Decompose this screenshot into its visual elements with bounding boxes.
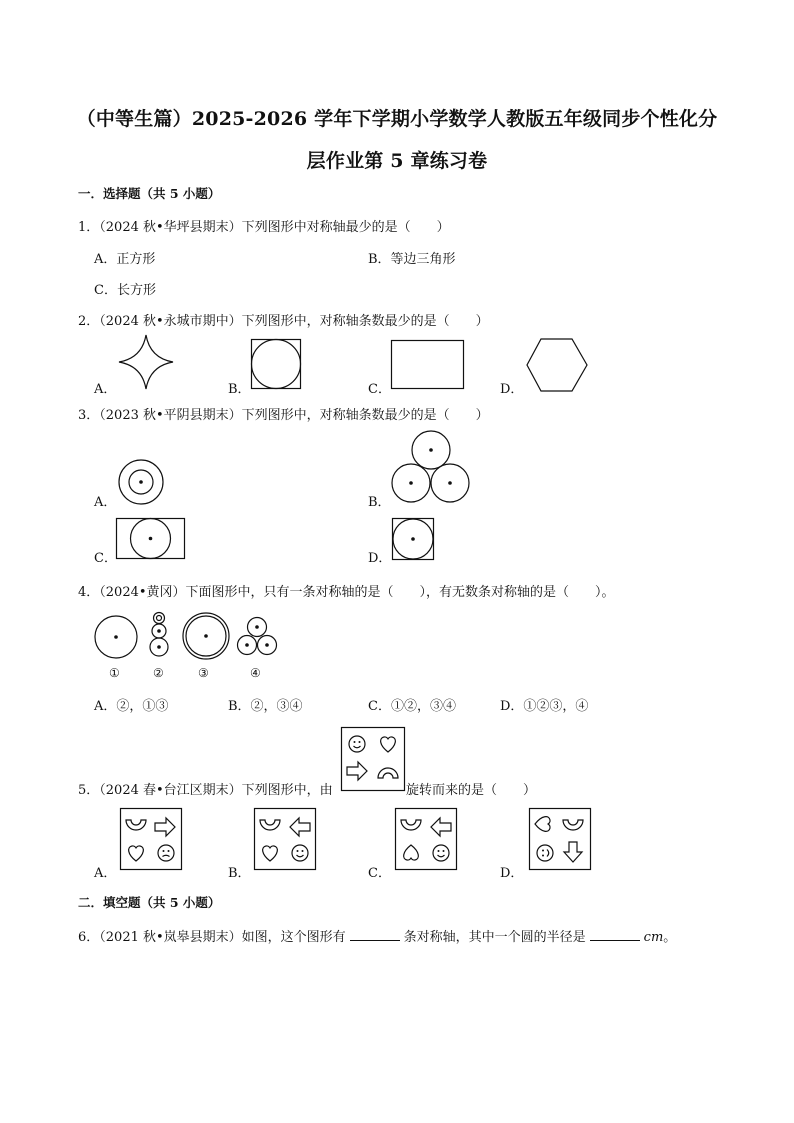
figure-2-stacked-circles <box>148 612 170 658</box>
option-b-icon-tile <box>254 808 316 870</box>
question-5-option-b[interactable]: B． <box>228 866 251 881</box>
question-5-stem-after: 旋转而来的是（ ） <box>406 783 537 798</box>
question-6-text-1: 6．（2021 秋•岚皋县期末）如图，这个图形有 <box>78 930 346 945</box>
question-4-option-c[interactable]: C．①②，③④ <box>368 699 456 714</box>
original-icon-tile-figure <box>341 727 405 791</box>
question-3-option-d[interactable]: D． <box>368 551 392 566</box>
question-2-stem: 2．（2024 秋•永城市期中）下列图形中，对称轴条数最少的是（ ） <box>78 314 489 329</box>
four-point-star-figure <box>118 334 174 390</box>
question-2-option-d[interactable]: D． <box>500 382 524 397</box>
question-1-option-a[interactable]: A．正方形 <box>94 252 156 267</box>
figure-1-circle <box>94 615 138 659</box>
section-heading-choice: 一．选择题（共 5 小题） <box>78 186 221 201</box>
question-2-option-b[interactable]: B． <box>228 382 251 397</box>
question-3-option-a[interactable]: A． <box>94 495 117 510</box>
question-3-option-c[interactable]: C． <box>94 551 117 566</box>
figure-label-3: ③ <box>198 666 209 680</box>
question-4-option-a[interactable]: A．②，①③ <box>94 699 169 714</box>
unit-cm: cm <box>643 930 664 945</box>
figure-label-1: ① <box>109 666 120 680</box>
question-6-end: 。 <box>663 930 677 945</box>
section-heading-fill: 二．填空题（共 5 小题） <box>78 895 221 910</box>
question-2-option-c[interactable]: C． <box>368 382 391 397</box>
rectangle-figure <box>391 340 465 390</box>
question-2-option-a[interactable]: A． <box>94 382 117 397</box>
question-5-option-d[interactable]: D． <box>500 866 524 881</box>
question-5-option-c[interactable]: C． <box>368 866 391 881</box>
question-5-stem-before: 5．（2024 春•台江区期末）下列图形中，由 <box>78 783 333 798</box>
question-1-option-c[interactable]: C．长方形 <box>94 283 156 298</box>
option-d-icon-tile <box>529 808 591 870</box>
question-3-option-b[interactable]: B． <box>368 495 391 510</box>
circle-in-small-square-figure <box>392 518 434 560</box>
option-c-icon-tile <box>395 808 457 870</box>
three-circles-figure <box>390 430 472 504</box>
circle-in-square-figure <box>251 339 301 389</box>
page-title-line1: （中等生篇）2025-2026 学年下学期小学数学人教版五年级同步个性化分 <box>76 108 718 130</box>
question-6-text-2: 条对称轴，其中一个圆的半径是 <box>403 930 586 945</box>
answer-blank-axis-count[interactable] <box>350 928 400 941</box>
question-6-line <box>78 926 676 945</box>
option-a-icon-tile <box>120 808 182 870</box>
page-title-line2: 层作业第 5 章练习卷 <box>306 150 488 172</box>
question-1-stem: 1．（2024 秋•华坪县期末）下列图形中对称轴最少的是（ ） <box>78 220 450 235</box>
figure-3-double-circle <box>182 612 230 660</box>
question-5-option-a[interactable]: A． <box>94 866 117 881</box>
question-3-stem: 3．（2023 秋•平阴县期末）下列图形中，对称轴条数最少的是（ ） <box>78 408 489 423</box>
figure-4-three-circles <box>236 617 278 657</box>
concentric-circles-figure <box>118 459 164 505</box>
question-1-option-b[interactable]: B．等边三角形 <box>368 252 456 267</box>
question-4-option-d[interactable]: D．①②③，④ <box>500 699 589 714</box>
hexagon-figure <box>526 338 588 392</box>
question-4-stem: 4．（2024•黄冈）下面图形中，只有一条对称轴的是（ ），有无数条对称轴的是（ ）。 <box>78 585 615 600</box>
figure-label-2: ② <box>153 666 164 680</box>
question-4-option-b[interactable]: B．②，③④ <box>228 699 303 714</box>
circle-in-rectangle-figure <box>116 518 186 560</box>
figure-label-4: ④ <box>250 666 261 680</box>
answer-blank-radius[interactable] <box>590 928 640 941</box>
